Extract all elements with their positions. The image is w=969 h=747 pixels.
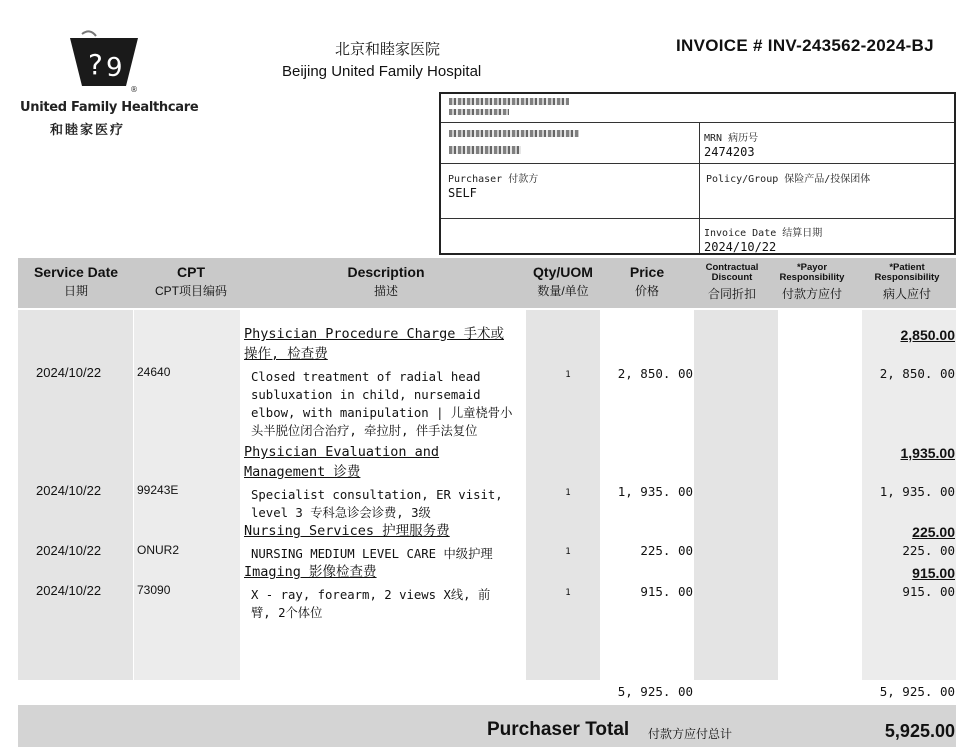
row-date: 2024/10/22 [36,583,102,598]
row-qty: 1 [565,547,571,557]
row-qty: 1 [565,488,571,498]
hospital-name-zh: 北京和睦家医院 [335,40,441,58]
col-discount: Contractual Discount 合同折扣 [705,262,759,301]
row-title: Imaging 影像检查费 [244,564,377,580]
row-desc: NURSING MEDIUM LEVEL CARE 中级护理 [251,547,493,561]
redacted-name [449,98,569,105]
row-desc: 臂, 2个体位 [251,606,323,620]
invoice-date-value: 2024/10/22 [704,240,777,254]
brand-name-zh: 和睦家医疗 [50,123,126,138]
table-header [18,258,956,308]
purchaser-total-value: 5,925.00 [884,721,955,741]
col-cpt: CPT CPT项目编码 [154,264,227,298]
redacted-name [449,109,509,115]
row-qty: 1 [565,588,571,598]
purchaser-total-label-zh: 付款方应付总计 [648,727,733,741]
row-patient-total: 915.00 [912,565,955,581]
logo [60,30,160,92]
divider [699,122,700,253]
row-price: 2, 850. 00 [617,366,693,381]
row-cpt: 73090 [137,583,171,597]
row-patient-total: 2,850.00 [900,327,955,343]
row-desc: subluxation in child, nursemaid [251,388,481,402]
invoice-number: INVOICE # INV-243562-2024-BJ [676,36,934,55]
subtotal-price: 5, 925. 00 [617,684,693,699]
subtotal-patient: 5, 925. 00 [879,684,955,699]
row-date: 2024/10/22 [36,365,102,380]
row-patient: 2, 850. 00 [879,366,955,381]
row-price: 225. 00 [640,543,693,558]
svg-text:9: 9 [106,53,123,83]
row-patient-total: 1,935.00 [900,445,955,461]
row-desc: 头半脱位闭合治疗, 牵拉肘, 伴手法复位 [251,424,478,438]
divider [441,163,954,164]
redacted-id [449,130,579,137]
row-title: Nursing Services 护理服务费 [244,523,450,539]
row-desc: level 3 专科急诊会诊费, 3级 [251,506,431,520]
hospital-name-en: Beijing United Family Hospital [282,63,482,80]
row-cpt: 99243E [137,483,179,497]
redacted-id [449,146,521,154]
purchaser-label: Purchaser 付款方 [448,174,539,185]
row-desc: Closed treatment of radial head [251,370,481,384]
col-description: Description 描述 [347,264,425,298]
row-title: 操作, 检查费 [244,346,328,362]
row-title: Physician Evaluation and [244,444,440,460]
col-price: Price 价格 [629,264,665,298]
row-price: 915. 00 [640,584,693,599]
row-cpt: ONUR2 [137,543,180,557]
policy-label: Policy/Group 保险产品/投保团体 [706,174,871,185]
row-qty: 1 [565,370,571,380]
band-discount [694,310,778,680]
col-qty: Qty/UOM 数量/单位 [533,264,593,298]
divider [441,122,954,123]
row-desc: Specialist consultation, ER visit, [251,488,503,502]
row-price: 1, 935. 00 [617,484,693,499]
row-patient: 1, 935. 00 [879,484,955,499]
row-date: 2024/10/22 [36,483,102,498]
brand-name-en: United Family Healthcare [20,100,199,115]
purchaser-total-label: Purchaser Total [487,719,630,740]
mrn-label: MRN 病历号 [704,133,759,144]
col-patient: *Patient Responsibility 病人应付 [874,262,940,301]
svg-text:?: ? [88,48,103,81]
row-desc: elbow, with manipulation | 儿童桡骨小 [251,406,513,420]
row-date: 2024/10/22 [36,543,102,558]
divider [441,218,954,219]
patient-info-box [439,92,956,255]
svg-text:®: ® [130,85,138,92]
row-patient: 225. 00 [902,543,955,558]
row-title: Management 诊费 [244,464,361,480]
col-payor: *Payor Responsibility 付款方应付 [779,262,845,301]
col-service-date: Service Date 日期 [33,264,119,298]
invoice-date-label: Invoice Date 结算日期 [704,228,823,239]
row-title: Physician Procedure Charge 手术或 [244,326,504,342]
row-desc: X - ray, forearm, 2 views X线, 前 [251,588,491,602]
row-patient-total: 225.00 [912,524,955,540]
purchaser-value: SELF [448,186,477,200]
row-cpt: 24640 [137,365,171,379]
row-patient: 915. 00 [902,584,955,599]
mrn-value: 2474203 [704,145,755,159]
